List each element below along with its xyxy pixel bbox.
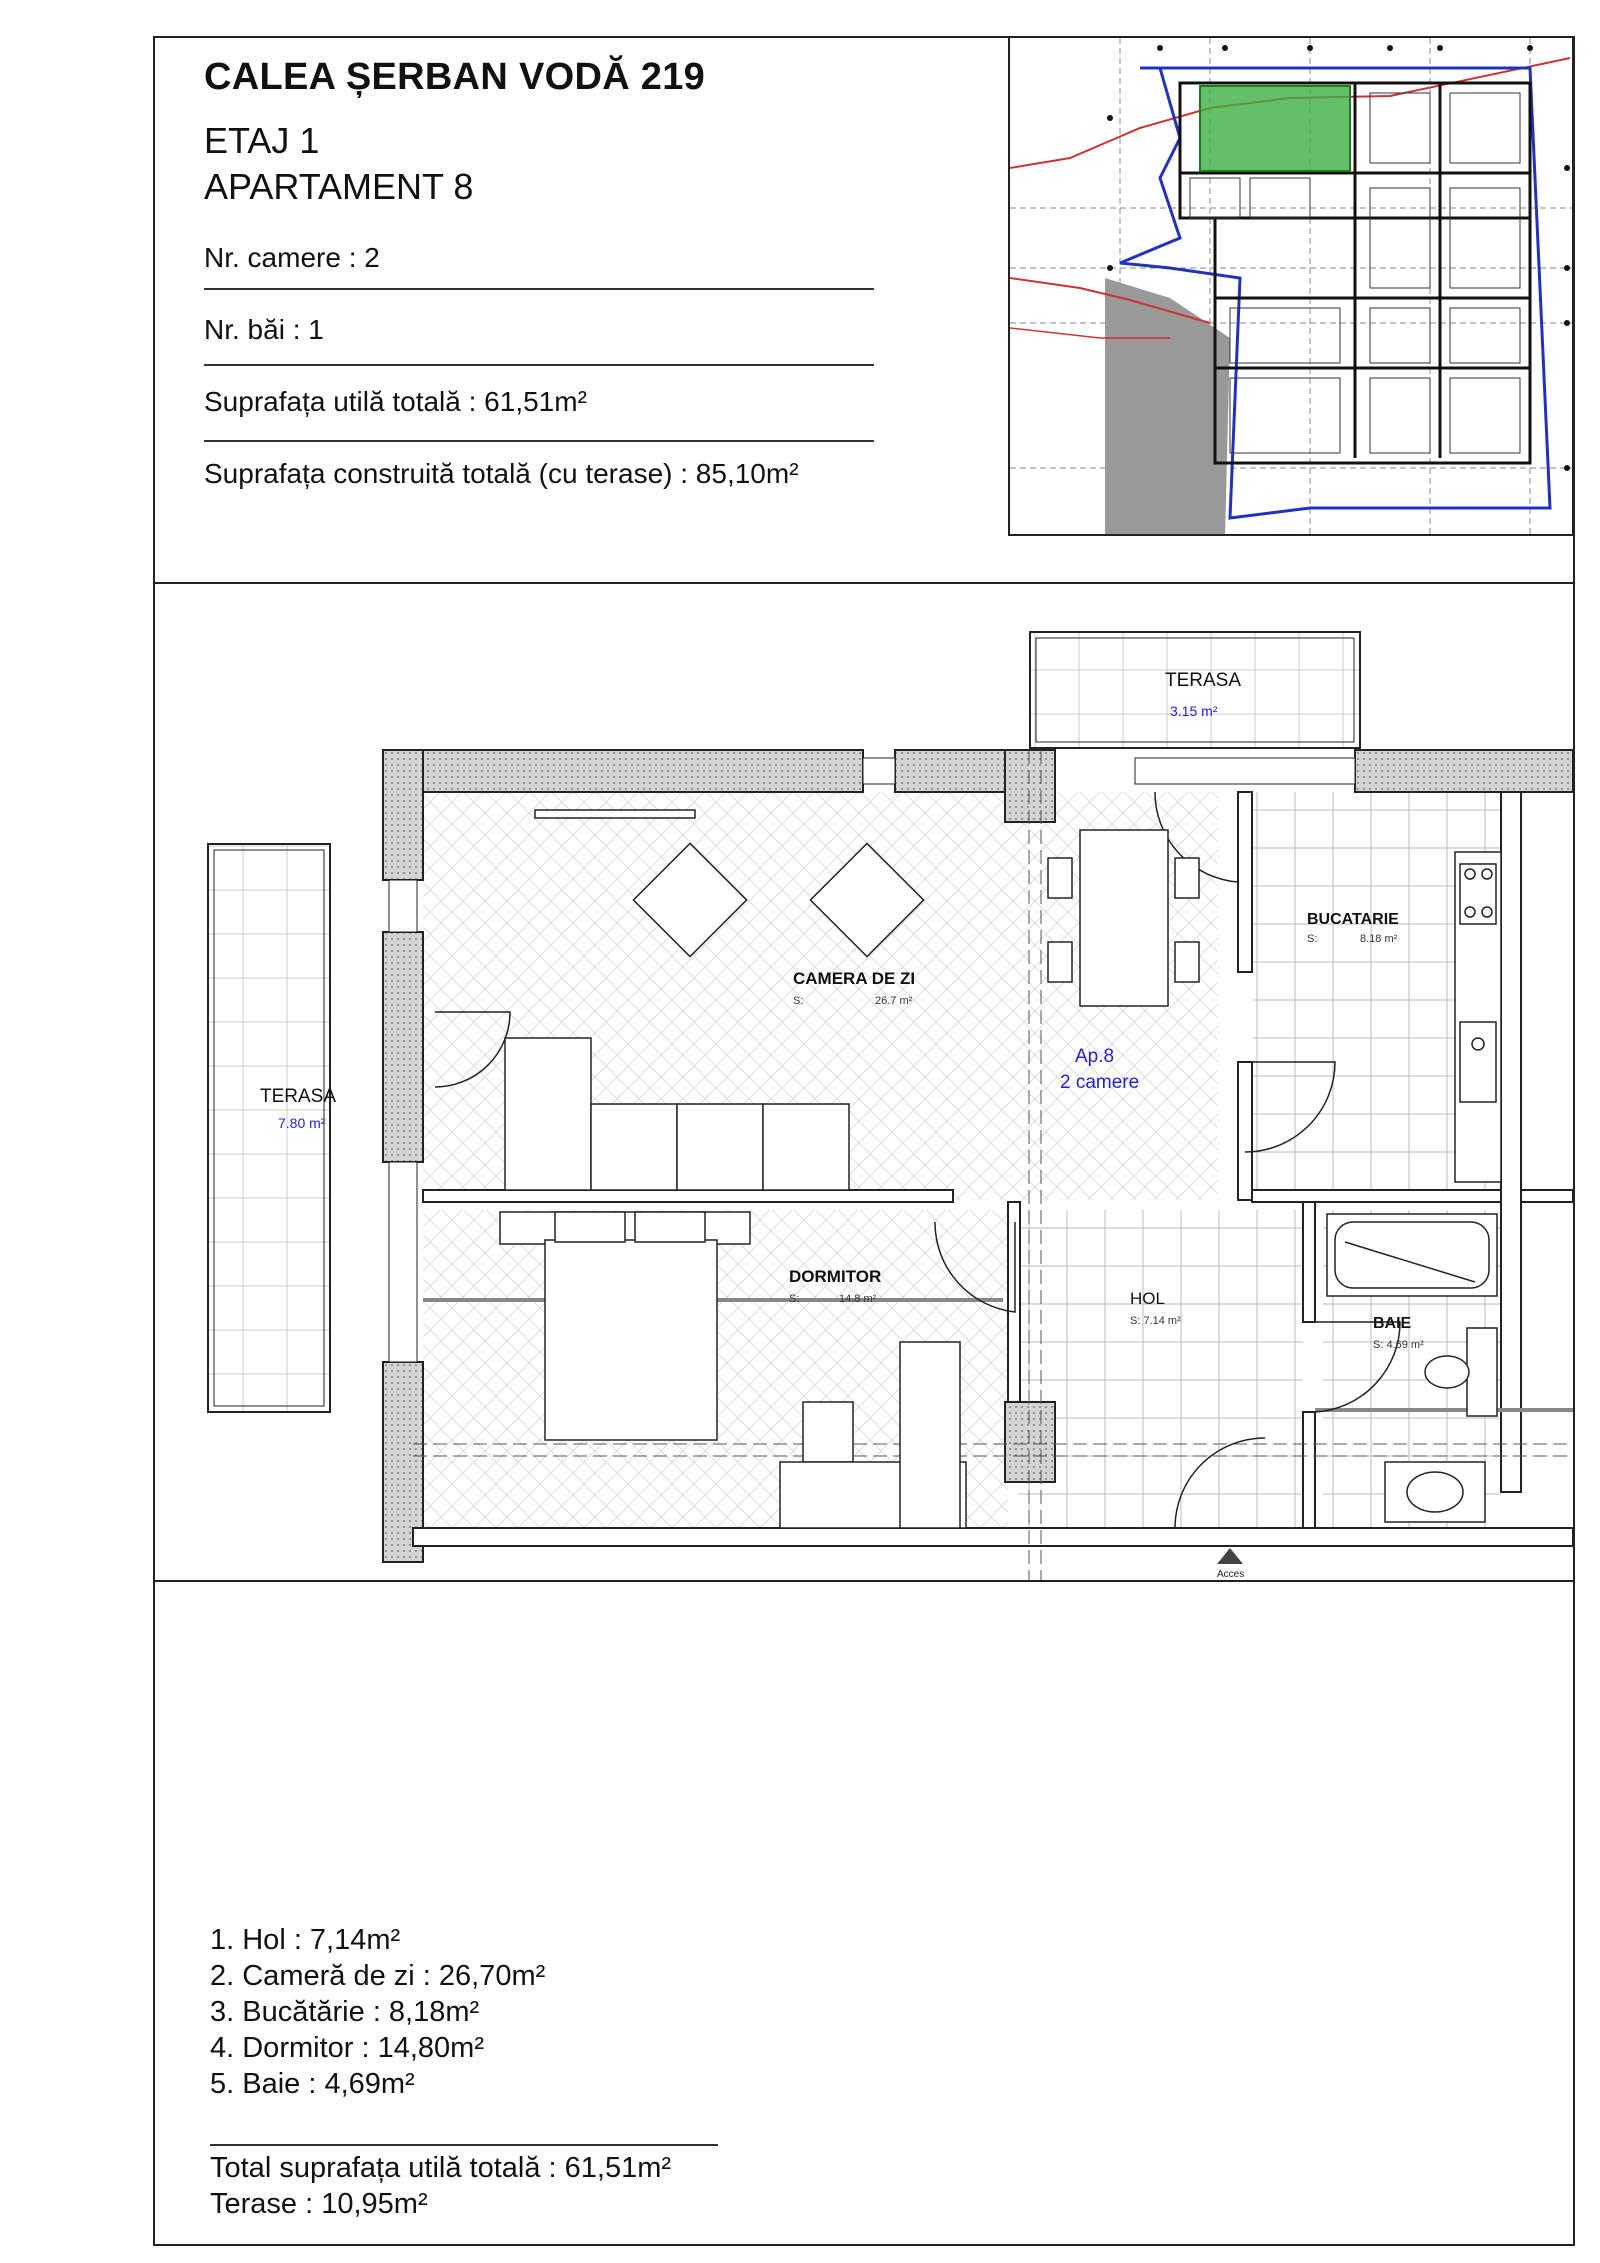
room-list-item: 4. Dormitor : 14,80m² — [210, 2032, 484, 2064]
bath-name: BAIE — [1373, 1315, 1412, 1332]
room-list-item: 2. Cameră de zi : 26,70m² — [210, 1960, 546, 1992]
room-list-item: 3. Bucătărie : 8,18m² — [210, 1996, 480, 2028]
terrace-left-area: 7.80 m² — [278, 1115, 326, 1131]
bedroom-s: S: — [789, 1293, 800, 1305]
living-room-area: 26.7 m² — [875, 995, 913, 1007]
apartment-tag: Ap.8 — [1075, 1046, 1115, 1067]
bedroom-area: 14.8 m² — [839, 1293, 877, 1305]
floor-plan — [155, 582, 1573, 1580]
total-usable-area: Total suprafața utilă totală : 61,51m² — [210, 2152, 672, 2184]
terrace-top-area: 3.15 m² — [1170, 703, 1218, 719]
totals-divider — [210, 2144, 718, 2146]
kitchen-name: BUCATARIE — [1307, 911, 1399, 928]
entrance-arrow-icon — [1217, 1548, 1243, 1564]
floor-label: ETAJ 1 — [204, 120, 320, 161]
entrance-label: Acces — [1217, 1569, 1245, 1580]
usable-area: Suprafața utilă totală : 61,51m² — [204, 386, 587, 417]
info-divider — [204, 440, 874, 442]
living-room-name: CAMERA DE ZI — [793, 969, 916, 988]
apartment-rooms: 2 camere — [1060, 1072, 1140, 1093]
floor-plan-drawing — [155, 582, 1573, 1580]
terrace-top-name: TERASA — [1165, 670, 1242, 691]
built-area: Suprafața construită totală (cu terase) : 85,10m² — [204, 458, 799, 489]
terrace-left-name: TERASA — [260, 1086, 337, 1107]
info-divider — [204, 364, 874, 366]
hall-area: S: 7.14 m² — [1130, 1315, 1181, 1327]
highlighted-apartment — [1200, 86, 1350, 171]
rooms-count: Nr. camere : 2 — [204, 242, 380, 273]
room-list-item: 1. Hol : 7,14m² — [210, 1924, 401, 1956]
address-title: CALEA ȘERBAN VODĂ 219 — [204, 56, 706, 98]
hall-floor — [1018, 1210, 1303, 1528]
hall-name: HOL — [1130, 1289, 1165, 1308]
plan-divider — [153, 1580, 1575, 1582]
baths-count: Nr. băi : 1 — [204, 314, 324, 345]
living-room-s: S: — [793, 995, 804, 1007]
bedroom-name: DORMITOR — [789, 1267, 882, 1286]
kitchen-area: 8.18 m² — [1360, 933, 1398, 945]
total-terraces: Terase : 10,95m² — [210, 2188, 428, 2220]
key-plan-drawing — [1010, 38, 1574, 536]
neighbor-hatch — [1105, 278, 1230, 536]
apartment-label: APARTAMENT 8 — [204, 166, 474, 207]
key-plan — [1008, 36, 1574, 536]
room-list-item: 5. Baie : 4,69m² — [210, 2068, 415, 2100]
kitchen-s: S: — [1307, 933, 1318, 945]
bath-area: S: 4.69 m² — [1373, 1339, 1424, 1351]
info-divider — [204, 288, 874, 290]
